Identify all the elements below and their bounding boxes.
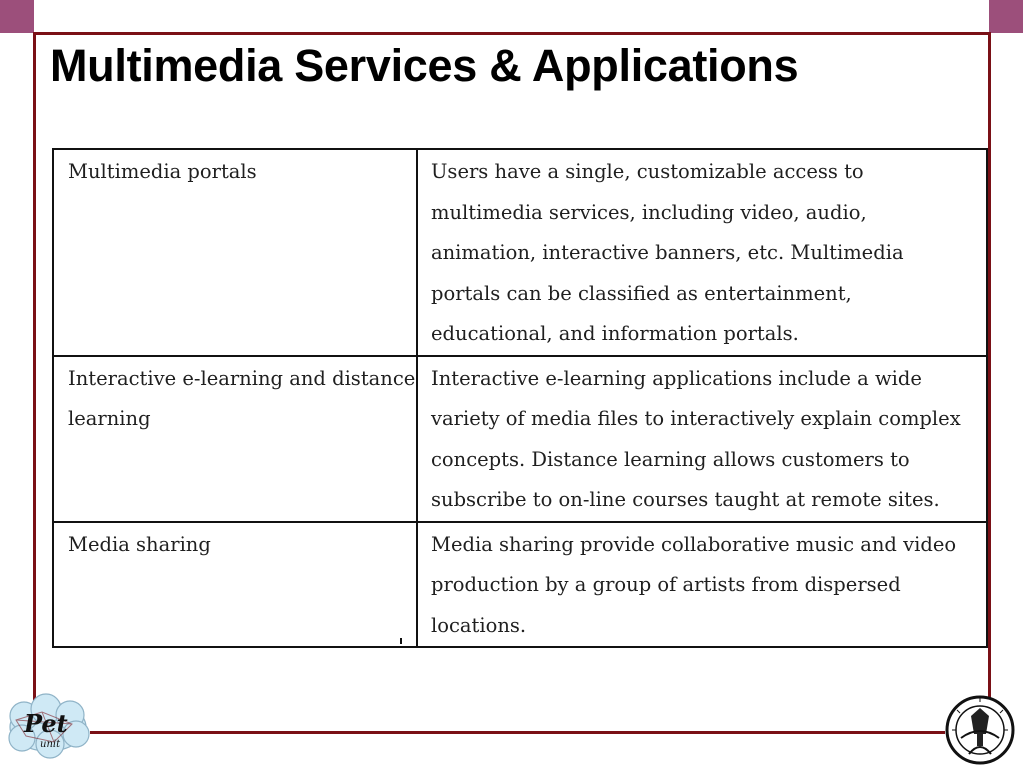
table-row <box>53 356 987 522</box>
service-description-cell: Users have a single, customizable access to multimedia services, including video, audio, animation, interactive banners, etc. Multimedia portals can be classified as entertainment, educational, and information portals. <box>417 149 987 356</box>
pet-logo-subtext: unit <box>40 739 61 750</box>
corner-accent-left <box>0 0 34 33</box>
corner-accent-right <box>989 0 1023 33</box>
institute-seal-icon <box>943 694 1017 766</box>
pet-logo-text: Pet <box>24 709 68 738</box>
slide-bottom-rule <box>90 731 945 734</box>
services-table <box>52 148 988 648</box>
table-rule-tail <box>52 638 988 644</box>
slide-title: Multimedia Services & Applications <box>50 40 799 91</box>
services-grid <box>52 148 988 648</box>
service-description-cell: Interactive e-learning applications include a wide variety of media files to interactively explain complex concepts. Distance learning allows customers to subscribe to on-line courses taught at remote sites. <box>417 356 987 522</box>
service-name-cell: Multimedia portals <box>53 149 417 356</box>
pet-unit-logo-icon <box>2 690 94 762</box>
service-name-cell: Interactive e-learning and distance learning <box>53 356 417 522</box>
service-name-cell: Media sharing <box>53 522 417 648</box>
service-description-cell: Media sharing provide collaborative music and video production by a group of artists from dispersed locations. <box>417 522 987 648</box>
table-row <box>53 522 987 648</box>
table-row <box>53 149 987 356</box>
